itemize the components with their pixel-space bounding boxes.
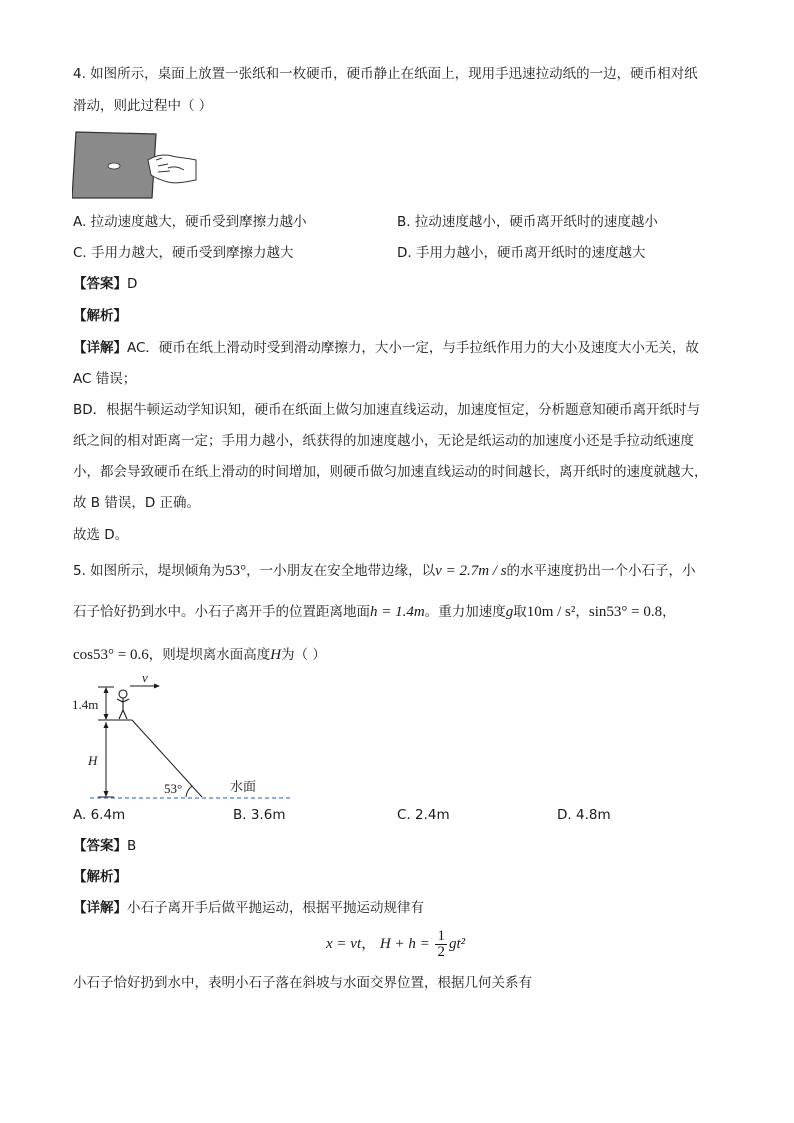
child-figure-icon [117, 690, 129, 719]
q5-answer-row [73, 836, 136, 856]
q5-angle: 53° [225, 563, 247, 579]
q5-H-symbol: H [270, 647, 282, 663]
q5-detail-line2: 小石子恰好扔到水中，表明小石子落在斜坡与水面交界位置，根据几何关系有 [73, 975, 532, 991]
q5-answer-label: 【答案】 [73, 838, 127, 854]
q5-eq-sep: ， [361, 936, 377, 952]
q4-stem-line1: 4. 如图所示，桌面上放置一张纸和一枚硬币，硬币静止在纸面上，现用手迅速拉动纸的一边，硬币相对纸 [73, 66, 698, 82]
q5-sin: sin53° = 0.8 [588, 604, 663, 620]
q5-stem3-c: 为（ ） [281, 647, 326, 663]
q4-detail-line5: 小，都会导致硬币在纸上滑动的时间增加，则硬币做匀加速直线运动的时间越长，离开纸时的速度就越大， [73, 464, 708, 480]
q5-stem-a: 5. 如图所示，堤坝倾角为 [73, 563, 226, 579]
label-v: v [142, 672, 148, 685]
q5-stem2-d: ， [575, 604, 589, 620]
q4-option-c: C. 手用力越大，硬币受到摩擦力越大 [73, 245, 294, 261]
q5-eq2-left: H + h = [379, 936, 430, 952]
q5-eq1: x = vt [326, 936, 362, 952]
q5-g-value: 10m / s² [526, 604, 576, 620]
q4-detail-line4: 纸之间的相对距离一定；手用力越小，纸获得的加速度越小，无论是纸运动的加速度小还是手拉动纸速度 [73, 433, 694, 449]
q5-cos: cos53° = 0.6 [73, 647, 149, 663]
q5-stem2-a: 石子恰好扔到水中。小石子离开手的位置距离地面 [73, 604, 370, 620]
q4-conclusion: 故选 D。 [73, 527, 129, 543]
q5-option-a: A. 6.4m [73, 807, 126, 823]
q4-answer-label: 【答案】 [73, 276, 127, 292]
q4-detail-row1 [73, 338, 699, 358]
q5-stem-b: ，一小朋友在安全地带边缘，以 [246, 563, 436, 579]
q5-equation [326, 928, 465, 960]
q5-option-d: D. 4.8m [557, 807, 611, 823]
q5-eq2-num: 1 [437, 928, 445, 945]
hand-icon [148, 155, 196, 183]
q5-detail-line1: 小石子离开手后做平抛运动，根据平抛运动规律有 [127, 900, 424, 916]
q5-stem2-b: 。重力加速度 [424, 604, 506, 620]
q5-stem2-e: ， [662, 604, 676, 620]
q5-option-c: C. 2.4m [397, 807, 450, 823]
q5-analysis-label: 【解析】 [73, 869, 127, 885]
q5-eq2-fraction [435, 929, 447, 960]
q5-eq2-den: 2 [437, 944, 445, 961]
q5-eq2-right: gt² [448, 936, 466, 952]
q5-stem-line1 [73, 561, 696, 581]
q5-detail-row1 [73, 898, 424, 918]
q4-detail-line1: AC．硬币在纸上滑动时受到滑动摩擦力，大小一定，与手拉纸作用力的大小及速度大小无关，故 [127, 340, 699, 356]
q5-stem-line3 [73, 645, 326, 665]
q5-answer-value: B [127, 838, 137, 854]
label-h: 1.4m [72, 697, 99, 712]
q5-stem-line2 [73, 602, 676, 622]
q4-answer-row [73, 274, 137, 294]
q5-stem2-c: 取 [513, 604, 527, 620]
q5-detail-label: 【详解】 [73, 900, 127, 916]
label-water: 水面 [230, 780, 257, 795]
q4-detail-line3: BD．根据牛顿运动学知识知，硬币在纸面上做匀加速直线运动，加速度恒定，分析题意知硬币离开纸时与 [73, 402, 701, 418]
q5-figure-dam [68, 672, 298, 804]
coin [108, 163, 120, 169]
q5-g-symbol: g [505, 604, 514, 620]
q4-detail-line2: AC 错误； [73, 371, 137, 387]
q5-height-h: h = 1.4m [370, 604, 425, 620]
q4-detail-label: 【详解】 [73, 340, 127, 356]
q4-answer-value: D [127, 276, 138, 292]
label-H: H [88, 753, 98, 768]
q4-option-d: D. 手用力越小，硬币离开纸时的速度越大 [397, 245, 646, 261]
q5-option-b: B. 3.6m [233, 807, 286, 823]
q4-figure-paper-coin [72, 128, 204, 202]
q5-stem3-b: ，则堤坝离水面高度 [148, 647, 271, 663]
q4-option-a: A. 拉动速度越大，硬币受到摩擦力越小 [73, 214, 307, 230]
q4-analysis-label: 【解析】 [73, 308, 127, 324]
q5-stem-c: 的水平速度扔出一个小石子，小 [506, 563, 696, 579]
q4-detail-line6: 故 B 错误，D 正确。 [73, 495, 201, 511]
q4-stem-line2: 滑动，则此过程中（ ） [73, 98, 213, 114]
label-angle: 53° [164, 781, 183, 796]
q4-option-b: B. 拉动速度越小，硬币离开纸时的速度越小 [397, 214, 658, 230]
q5-velocity: v = 2.7m / s [435, 563, 507, 579]
